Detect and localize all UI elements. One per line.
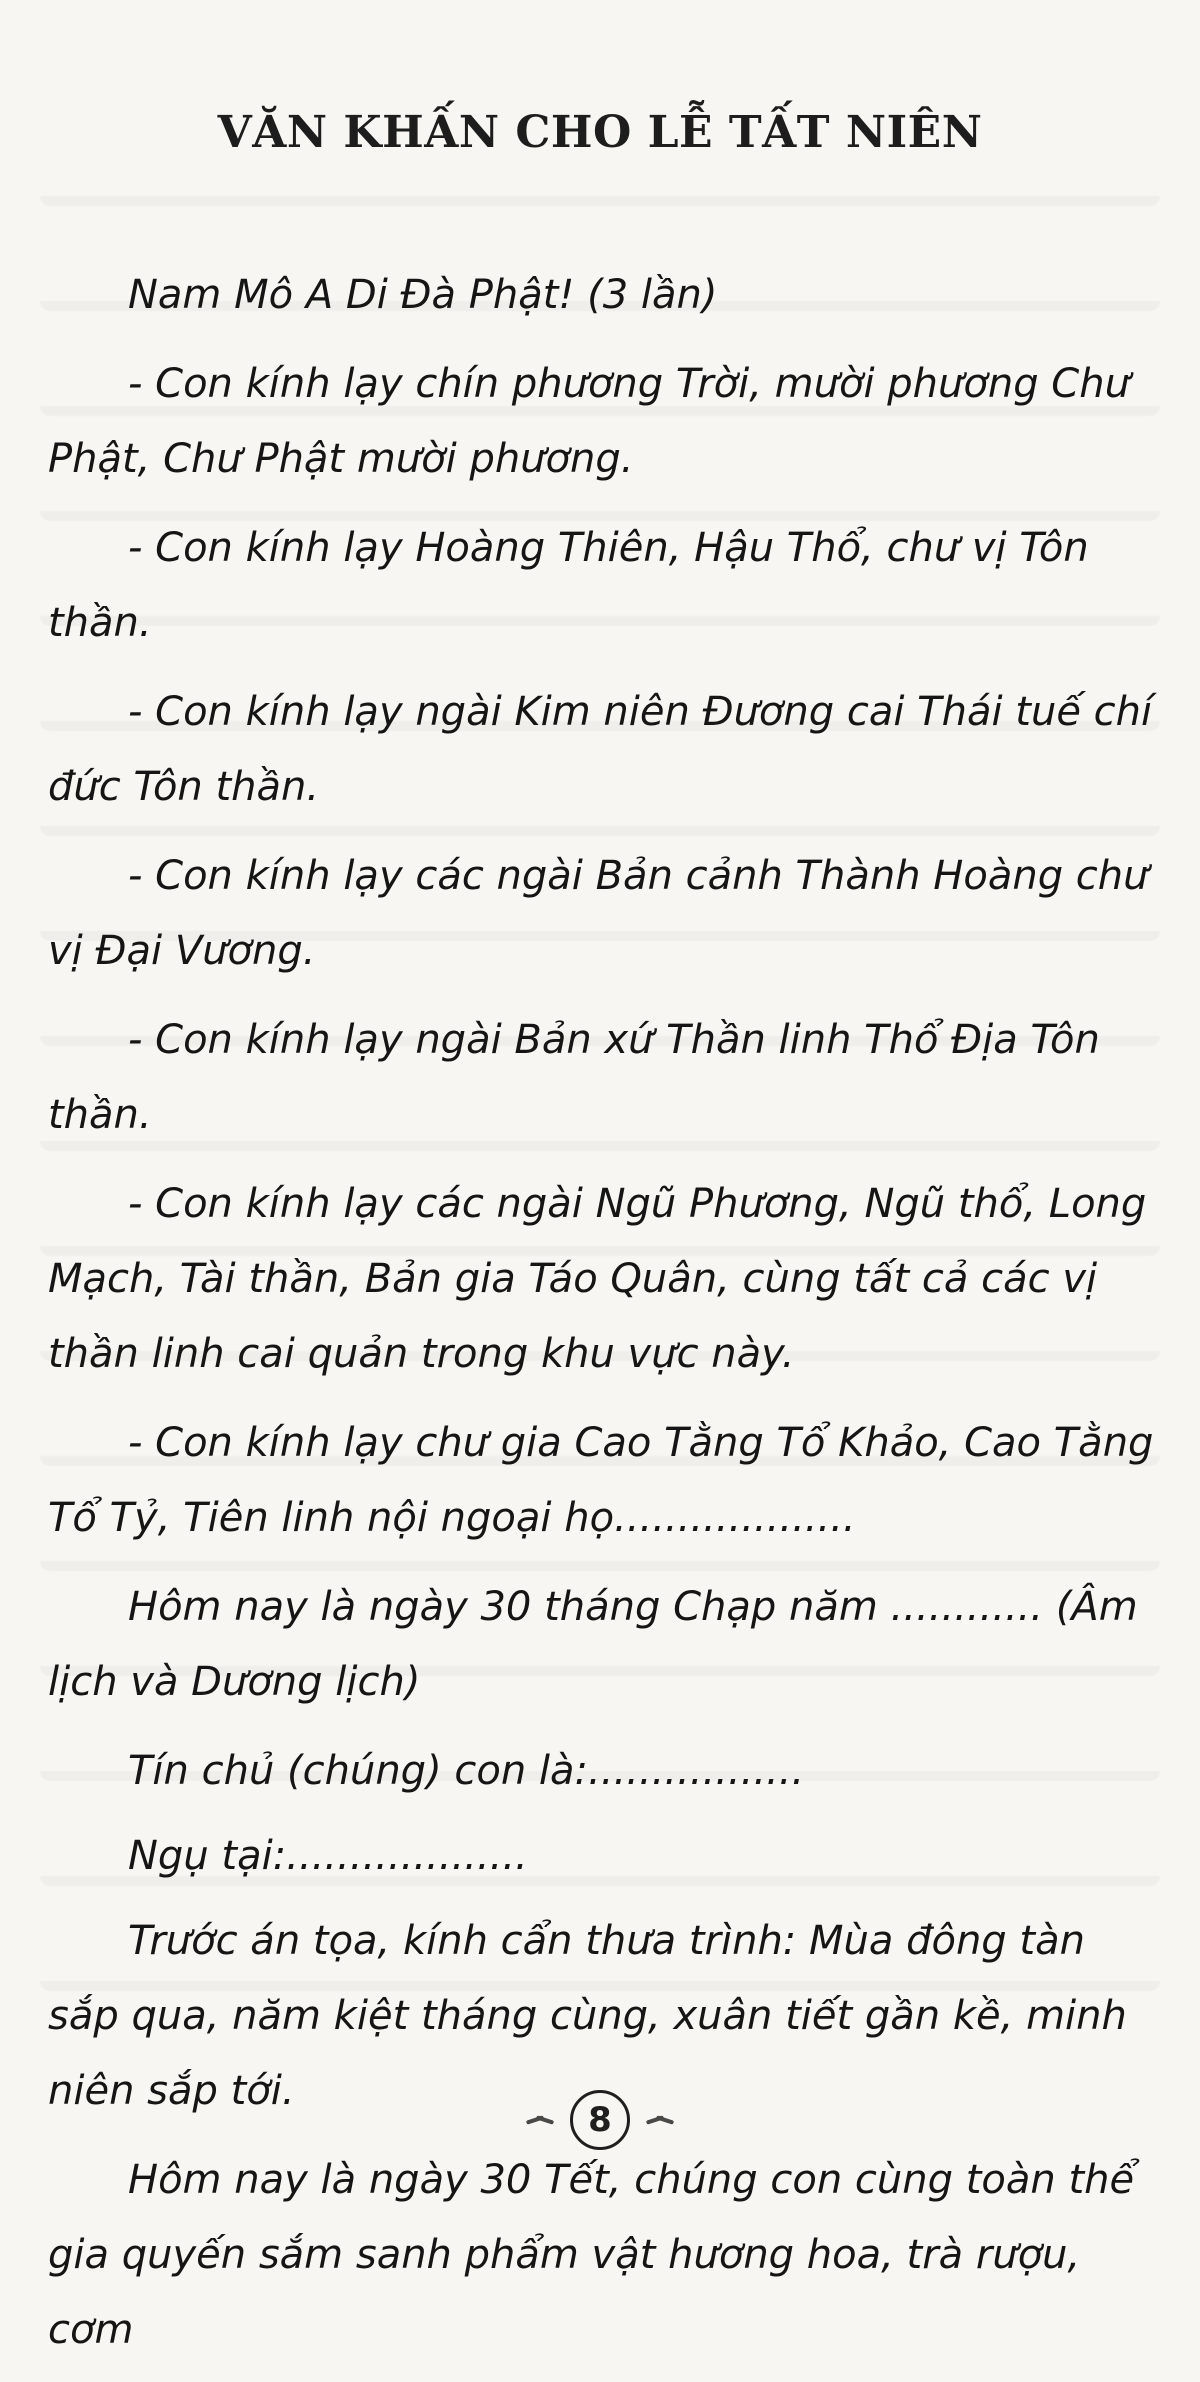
paragraph-4: - Con kính lạy ngài Kim niên Đương cai Thái tuế chí đức Tôn thần. — [48, 689, 1153, 810]
paragraph-10: Tín chủ (chúng) con là:................. — [128, 1748, 805, 1794]
paragraph-3: - Con kính lạy Hoàng Thiên, Hậu Thổ, chư vị Tôn thần. — [48, 525, 1089, 646]
paragraph-7: - Con kính lạy các ngài Ngũ Phương, Ngũ thổ, Long Mạch, Tài thần, Bản gia Táo Quân, cùng tất cả các vị thần linh cai quản trong khu vực này. — [48, 1181, 1147, 1377]
paragraph-6: - Con kính lạy ngài Bản xứ Thần linh Thổ Địa Tôn thần. — [48, 1017, 1100, 1138]
paragraph-5: - Con kính lạy các ngài Bản cảnh Thành Hoàng chư vị Đại Vương. — [48, 853, 1149, 974]
paragraph-2: - Con kính lạy chín phương Trời, mười phương Chư Phật, Chư Phật mười phương. — [48, 361, 1130, 482]
paragraph-11: Ngụ tại:................... — [128, 1833, 528, 1879]
paragraph-13: Hôm nay là ngày 30 Tết, chúng con cùng toàn thể gia quyến sắm sanh phẩm vật hương hoa, trà rượu, cơm — [48, 2157, 1135, 2353]
paragraph-1: Nam Mô A Di Đà Phật! (3 lần) — [128, 272, 718, 318]
paragraph-8: - Con kính lạy chư gia Cao Tằng Tổ Khảo, Cao Tằng Tổ Tỷ, Tiên linh nội ngoại họ................... — [48, 1420, 1154, 1541]
document-body — [48, 258, 1160, 2382]
paragraph-12: Trước án tọa, kính cẩn thưa trình: Mùa đông tàn sắp qua, năm kiệt tháng cùng, xuân tiết gần kề, minh niên sắp tới. — [48, 1918, 1127, 2114]
page-number: 8 — [570, 2090, 630, 2150]
page-title: VĂN KHẤN CHO LỄ TẤT NIÊN — [217, 107, 983, 159]
paragraph-9: Hôm nay là ngày 30 tháng Chạp năm ............ (Âm lịch và Dương lịch) — [48, 1584, 1138, 1705]
